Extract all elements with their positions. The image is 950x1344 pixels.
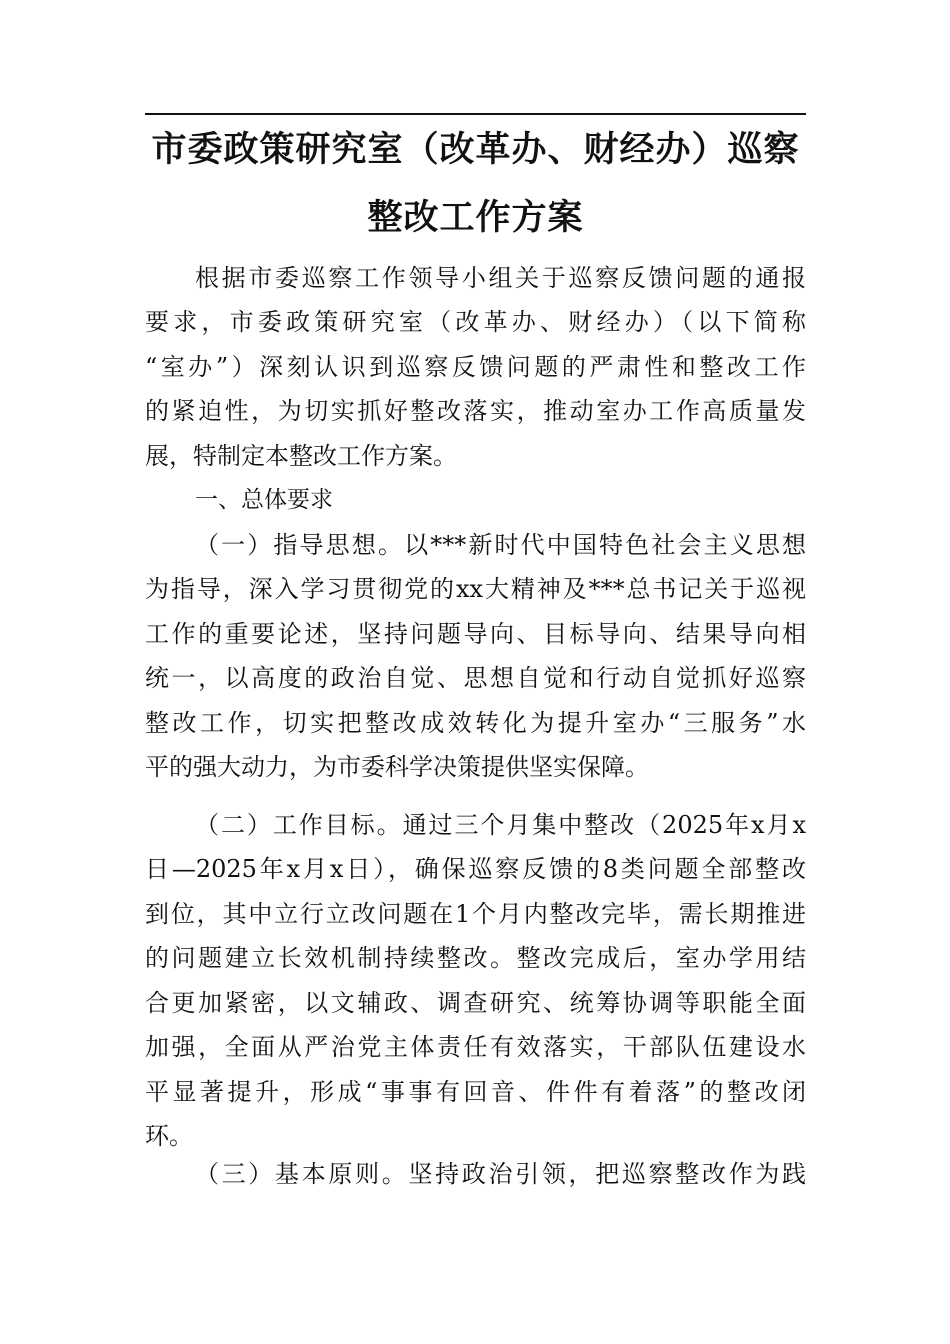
paragraph-line: 要求，市委政策研究室（改革办、财经办）（以下简称 [145,308,806,336]
paragraph-line: 根据市委巡察工作领导小组关于巡察反馈问题的通报 [195,264,806,292]
paragraph-line: “室办”）深刻认识到巡察反馈问题的严肃性和整改工作 [145,353,806,381]
paragraph-line: 平显著提升，形成“事事有回音、件件有着落”的整改闭 [145,1078,806,1106]
paragraph-line: 整改工作，切实把整改成效转化为提升室办“三服务”水 [145,709,806,737]
paragraph-line: 工作的重要论述，坚持问题导向、目标导向、结果导向相 [145,620,806,648]
paragraph-line: 加强，全面从严治党主体责任有效落实，干部队伍建设水 [145,1033,806,1061]
paragraph-line: 环。 [145,1122,193,1150]
paragraph-line: 的紧迫性，为切实抓好整改落实，推动室办工作高质量发 [145,397,806,425]
paragraph-line: （一）指导思想。以***新时代中国特色社会主义思想 [195,531,806,559]
paragraph-line: 合更加紧密，以文辅政、调查研究、统筹协调等职能全面 [145,989,806,1017]
paragraph-line: 统一，以高度的政治自觉、思想自觉和行动自觉抓好巡察 [145,664,806,692]
paragraph-line: 日—2025年x月x日），确保巡察反馈的8类问题全部整改 [145,855,806,883]
title-rule [145,113,806,115]
paragraph-line: 到位，其中立行立改问题在1个月内整改完毕，需长期推进 [145,900,806,928]
paragraph-line: 为指导，深入学习贯彻党的xx大精神及***总书记关于巡视 [145,575,806,603]
paragraph-line: 的问题建立长效机制持续整改。整改完成后，室办学用结 [145,944,806,972]
paragraph-line: （三）基本原则。坚持政治引领，把巡察整改作为践 [195,1160,806,1188]
document-title-line-1: 市委政策研究室（改革办、财经办）巡察 [151,129,800,170]
document-title-line-2: 整改工作方案 [367,197,584,238]
paragraph-line: 平的强大动力，为市委科学决策提供坚实保障。 [145,753,649,781]
paragraph-line: （二）工作目标。通过三个月集中整改（2025年x月x [195,811,806,839]
section-heading: 一、总体要求 [195,487,333,513]
paragraph-line: 展，特制定本整改工作方案。 [145,442,457,470]
